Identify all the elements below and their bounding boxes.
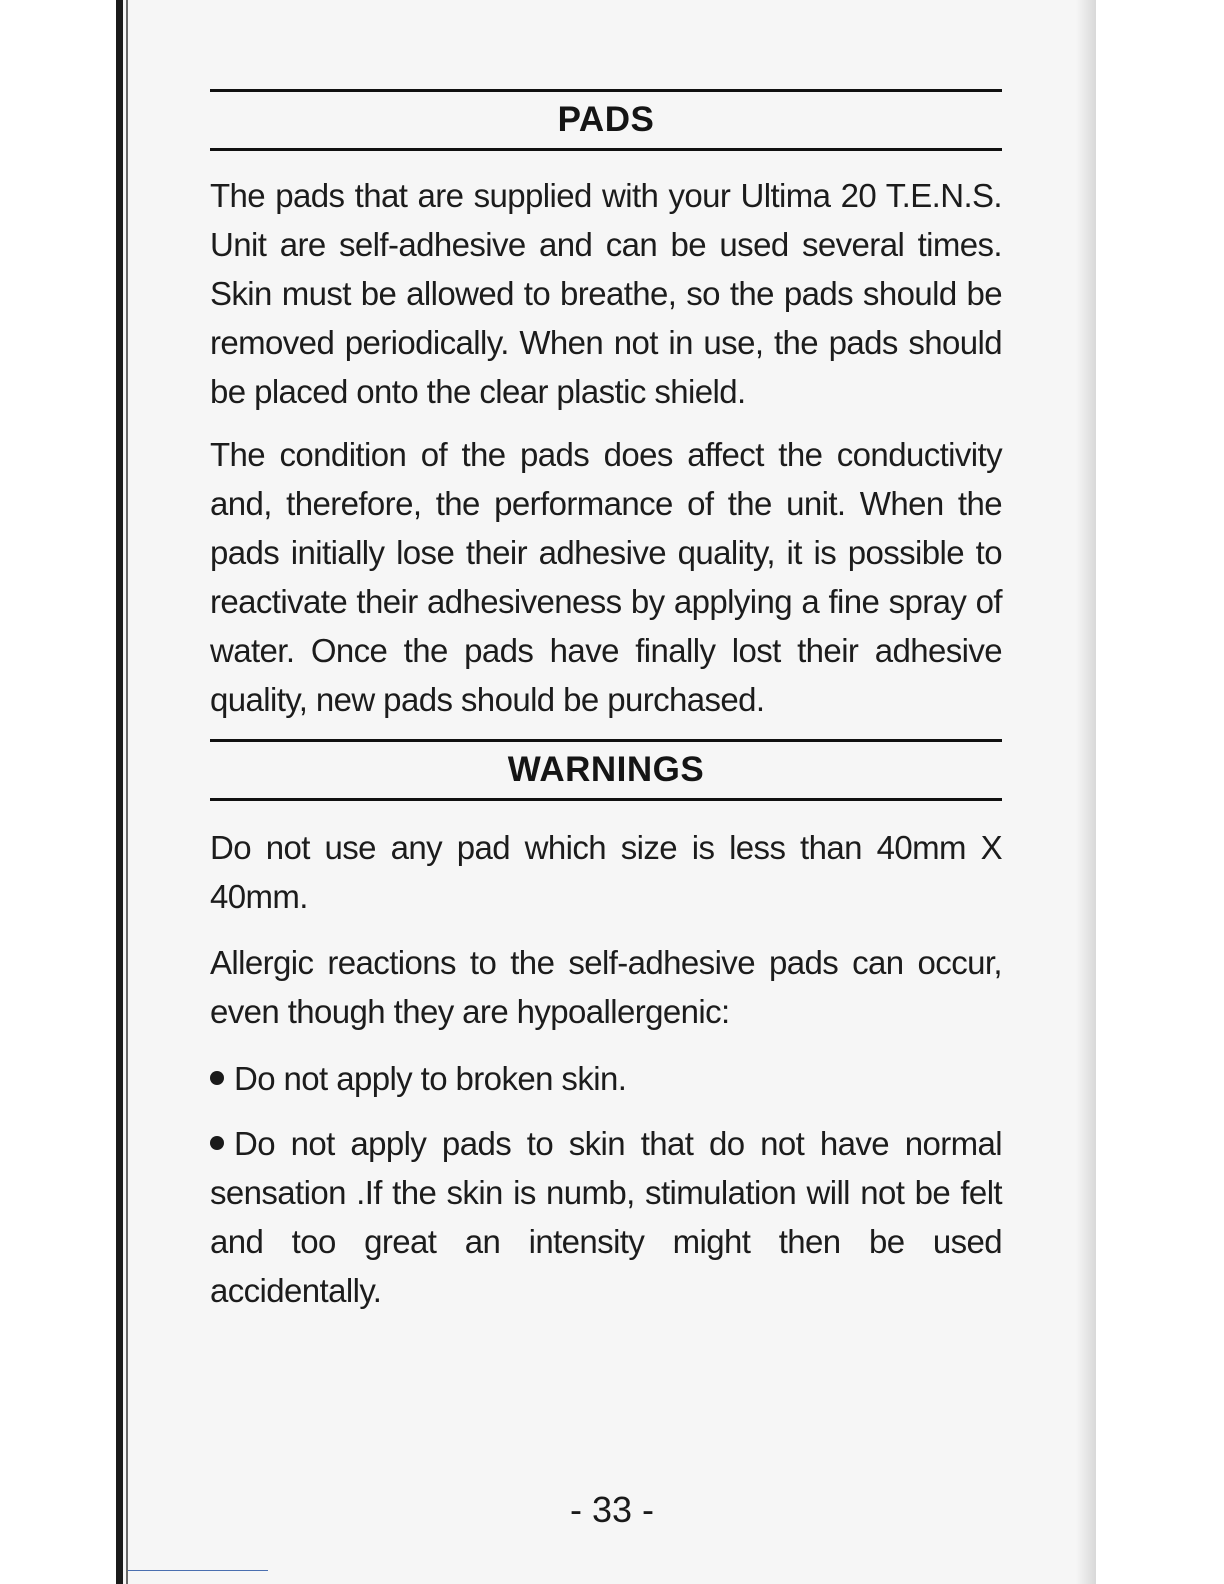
warnings-bottom-rule <box>210 798 1002 801</box>
pads-heading: PADS <box>557 100 655 139</box>
pads-paragraph-2: The condition of the pads does affect the conductivity and, therefore, the performance of the unit. When the pads initially lose their adhesive quality, it is possible to reactivate their adhesiveness by applying a fine spray of water. Once the pads have finally lost their adhesive quality, new pads should be purchased. <box>210 436 1002 718</box>
warnings-bullet-2 <box>210 1119 1002 1315</box>
page-number: - 33 - <box>569 1489 655 1530</box>
page-margin-left <box>0 0 116 1584</box>
scan-artifact-line <box>128 1570 268 1571</box>
bullet-item <box>210 1119 1002 1315</box>
pads-bottom-rule <box>210 148 1002 151</box>
warnings-body-2 <box>210 938 1002 1036</box>
bullet-item <box>210 1054 1002 1103</box>
warnings-heading: WARNINGS <box>507 750 705 789</box>
warnings-paragraph-1: Do not use any pad which size is less than 40mm X 40mm. <box>210 829 1002 915</box>
pads-paragraph-1: The pads that are supplied with your Ultima 20 T.E.N.S. Unit are self-adhesive and can be used several times. Skin must be allowed to breathe, so the pads should be removed periodically. When not in use, the pads should be placed onto the clear plastic shield. <box>210 177 1002 410</box>
bullet-text-1: Do not apply to broken skin. <box>234 1060 627 1097</box>
pads-header <box>210 89 1002 151</box>
page-edge-shadow <box>1076 0 1096 1584</box>
warnings-body-1 <box>210 823 1002 921</box>
binding-edge-shadow <box>126 0 128 1584</box>
pads-body-2 <box>210 430 1002 724</box>
warnings-header <box>210 739 1002 801</box>
binding-edge <box>116 0 123 1584</box>
bullet-text-2: Do not apply pads to skin that do not have normal sensation .If the skin is numb, stimulation will not be felt and too great an intensity might then be used accidentally. <box>210 1125 1002 1309</box>
page-margin-right <box>1096 0 1224 1584</box>
pads-body <box>210 171 1002 416</box>
warnings-paragraph-2: Allergic reactions to the self-adhesive pads can occur, even though they are hypoallergenic: <box>210 944 1002 1030</box>
warnings-bullet-1 <box>210 1054 1002 1103</box>
bullet-icon <box>210 1136 224 1150</box>
bullet-icon <box>210 1071 224 1085</box>
